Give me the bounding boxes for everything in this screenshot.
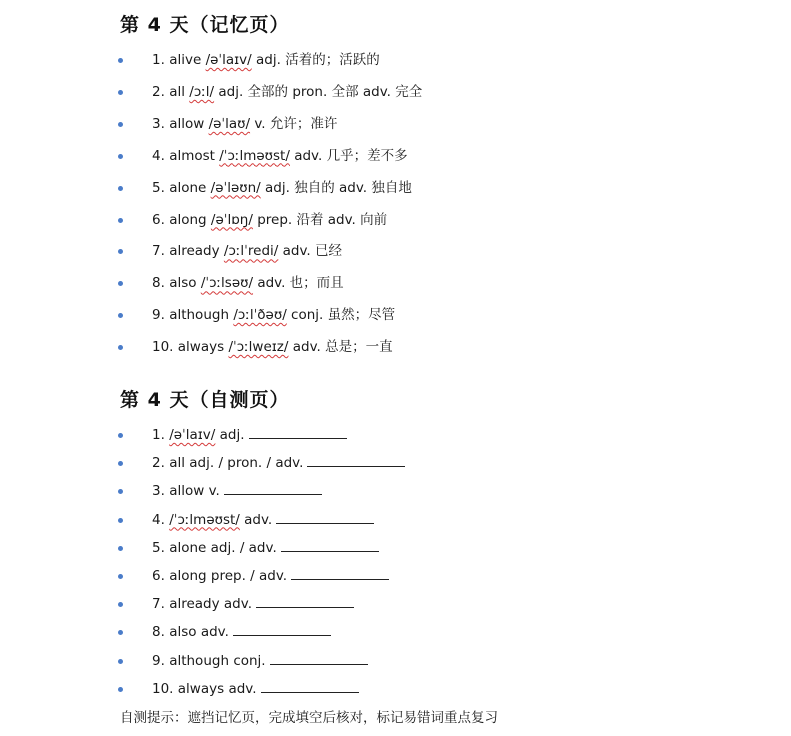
phonetic: /ɔːl/ [189, 83, 215, 100]
phonetic: /ɔːlˈredi/ [223, 243, 279, 260]
bullet-icon [118, 345, 123, 350]
word: also [169, 275, 197, 292]
item-number: 6. [152, 568, 165, 584]
self-test-tip: 自测提示：遮挡记忆页，完成填空后核对，标记易错词重点复习 [120, 710, 498, 726]
word: always [177, 339, 225, 356]
definition: v. 允许；准许 [254, 115, 338, 132]
part-of-speech: adv. [244, 511, 273, 528]
phonetic: /ˈɔːlsəʊ/ [200, 275, 254, 292]
self-test-item [0, 593, 700, 615]
bullet-icon [118, 433, 123, 438]
bullet-icon [118, 630, 123, 635]
word: along [169, 211, 207, 228]
part-of-speech: adv. [228, 680, 257, 697]
item-number: 8. [152, 624, 165, 641]
word: alive [169, 52, 202, 68]
item-number: 4. [152, 147, 165, 164]
memory-item [0, 304, 700, 326]
memory-item [0, 336, 700, 358]
word: although [169, 652, 230, 669]
answer-blank[interactable] [249, 424, 347, 439]
item-number: 3. [152, 483, 165, 500]
self-test-item [0, 480, 700, 502]
bullet-icon [118, 58, 123, 63]
part-of-speech: prep. / adv. [210, 568, 288, 584]
word: almost [169, 147, 215, 164]
word: already [169, 596, 220, 613]
item-number: 2. [152, 455, 165, 472]
word: also [169, 624, 197, 641]
bullet-icon [118, 90, 123, 95]
phonetic: /ˈɔːlweɪz/ [228, 339, 289, 356]
answer-blank[interactable] [261, 678, 359, 693]
phonetic: /əˈlaɪv/ [205, 52, 252, 68]
memory-item [0, 209, 700, 231]
self-test-item [0, 452, 700, 474]
answer-blank[interactable] [291, 565, 389, 580]
item-number: 3. [152, 115, 165, 132]
word: always [177, 680, 225, 697]
part-of-speech: adj. [219, 427, 245, 443]
definition: adj. 全部的 pron. 全部 adv. 完全 [218, 83, 423, 100]
memory-item [0, 177, 700, 199]
definition: conj. 虽然；尽管 [291, 307, 396, 324]
item-number: 9. [152, 652, 165, 669]
part-of-speech: adj. / adv. [210, 539, 277, 556]
part-of-speech: conj. [233, 652, 266, 669]
word: although [169, 307, 230, 324]
answer-blank[interactable] [270, 650, 368, 665]
self-test-heading: 第 4 天（自测页） [120, 389, 290, 411]
self-test-item [0, 621, 700, 643]
part-of-speech: v. [208, 483, 220, 500]
item-number: 7. [152, 596, 165, 613]
part-of-speech: adv. [223, 596, 252, 613]
word: already [169, 243, 220, 260]
memory-item [0, 49, 700, 71]
self-test-item [0, 565, 700, 587]
memory-item [0, 272, 700, 294]
item-number: 6. [152, 211, 165, 228]
bullet-icon [118, 122, 123, 127]
word: all [169, 455, 185, 472]
bullet-icon [118, 687, 123, 692]
answer-blank[interactable] [281, 537, 379, 552]
bullet-icon [118, 218, 123, 223]
phonetic: /ˈɔːlməʊst/ [169, 511, 240, 528]
memory-item [0, 145, 700, 167]
word: along [169, 568, 207, 584]
memory-item [0, 113, 700, 135]
word: allow [169, 115, 205, 132]
item-number: 8. [152, 275, 165, 292]
definition: adv. 几乎；差不多 [294, 147, 408, 164]
phonetic: /əˈlaɪv/ [169, 427, 216, 443]
bullet-icon [118, 313, 123, 318]
self-test-item [0, 678, 700, 700]
word: alone [169, 179, 207, 196]
word: all [169, 83, 185, 100]
answer-blank[interactable] [276, 509, 374, 524]
self-test-item [0, 537, 700, 559]
answer-blank[interactable] [233, 621, 331, 636]
bullet-icon [118, 518, 123, 523]
item-number: 1. [152, 427, 165, 443]
item-number: 10. [152, 680, 174, 697]
memory-item [0, 81, 700, 103]
phonetic: /əˈlɒŋ/ [210, 211, 253, 228]
answer-blank[interactable] [224, 480, 322, 495]
bullet-icon [118, 249, 123, 254]
memory-page-heading: 第 4 天（记忆页） [120, 14, 290, 36]
memory-item [0, 240, 700, 262]
phonetic: /ɔːlˈðəʊ/ [233, 307, 287, 324]
self-test-item [0, 509, 700, 531]
item-number: 2. [152, 83, 165, 100]
self-test-item [0, 650, 700, 672]
word: alone [169, 539, 207, 556]
item-number: 10. [152, 339, 174, 356]
bullet-icon [118, 574, 123, 579]
bullet-icon [118, 186, 123, 191]
word: allow [169, 483, 205, 500]
definition: adv. 总是；一直 [292, 339, 393, 356]
item-number: 5. [152, 539, 165, 556]
bullet-icon [118, 546, 123, 551]
definition: adv. 也；而且 [257, 275, 344, 292]
bullet-icon [118, 489, 123, 494]
self-test-item [0, 424, 700, 446]
bullet-icon [118, 281, 123, 286]
phonetic: /əˈləʊn/ [210, 179, 261, 196]
definition: adv. 已经 [282, 243, 342, 260]
part-of-speech: adj. / pron. / adv. [189, 455, 304, 472]
item-number: 5. [152, 179, 165, 196]
definition: adj. 活着的；活跃的 [256, 52, 380, 68]
item-number: 9. [152, 307, 165, 324]
item-number: 7. [152, 243, 165, 260]
bullet-icon [118, 659, 123, 664]
part-of-speech: adv. [200, 624, 229, 641]
bullet-icon [118, 154, 123, 159]
phonetic: /ˈɔːlməʊst/ [219, 147, 290, 164]
definition: prep. 沿着 adv. 向前 [257, 211, 388, 228]
answer-blank[interactable] [307, 452, 405, 467]
bullet-icon [118, 461, 123, 466]
answer-blank[interactable] [256, 593, 354, 608]
definition: adj. 独自的 adv. 独自地 [265, 179, 412, 196]
item-number: 1. [152, 52, 165, 68]
bullet-icon [118, 602, 123, 607]
phonetic: /əˈlaʊ/ [208, 115, 251, 132]
item-number: 4. [152, 511, 165, 528]
